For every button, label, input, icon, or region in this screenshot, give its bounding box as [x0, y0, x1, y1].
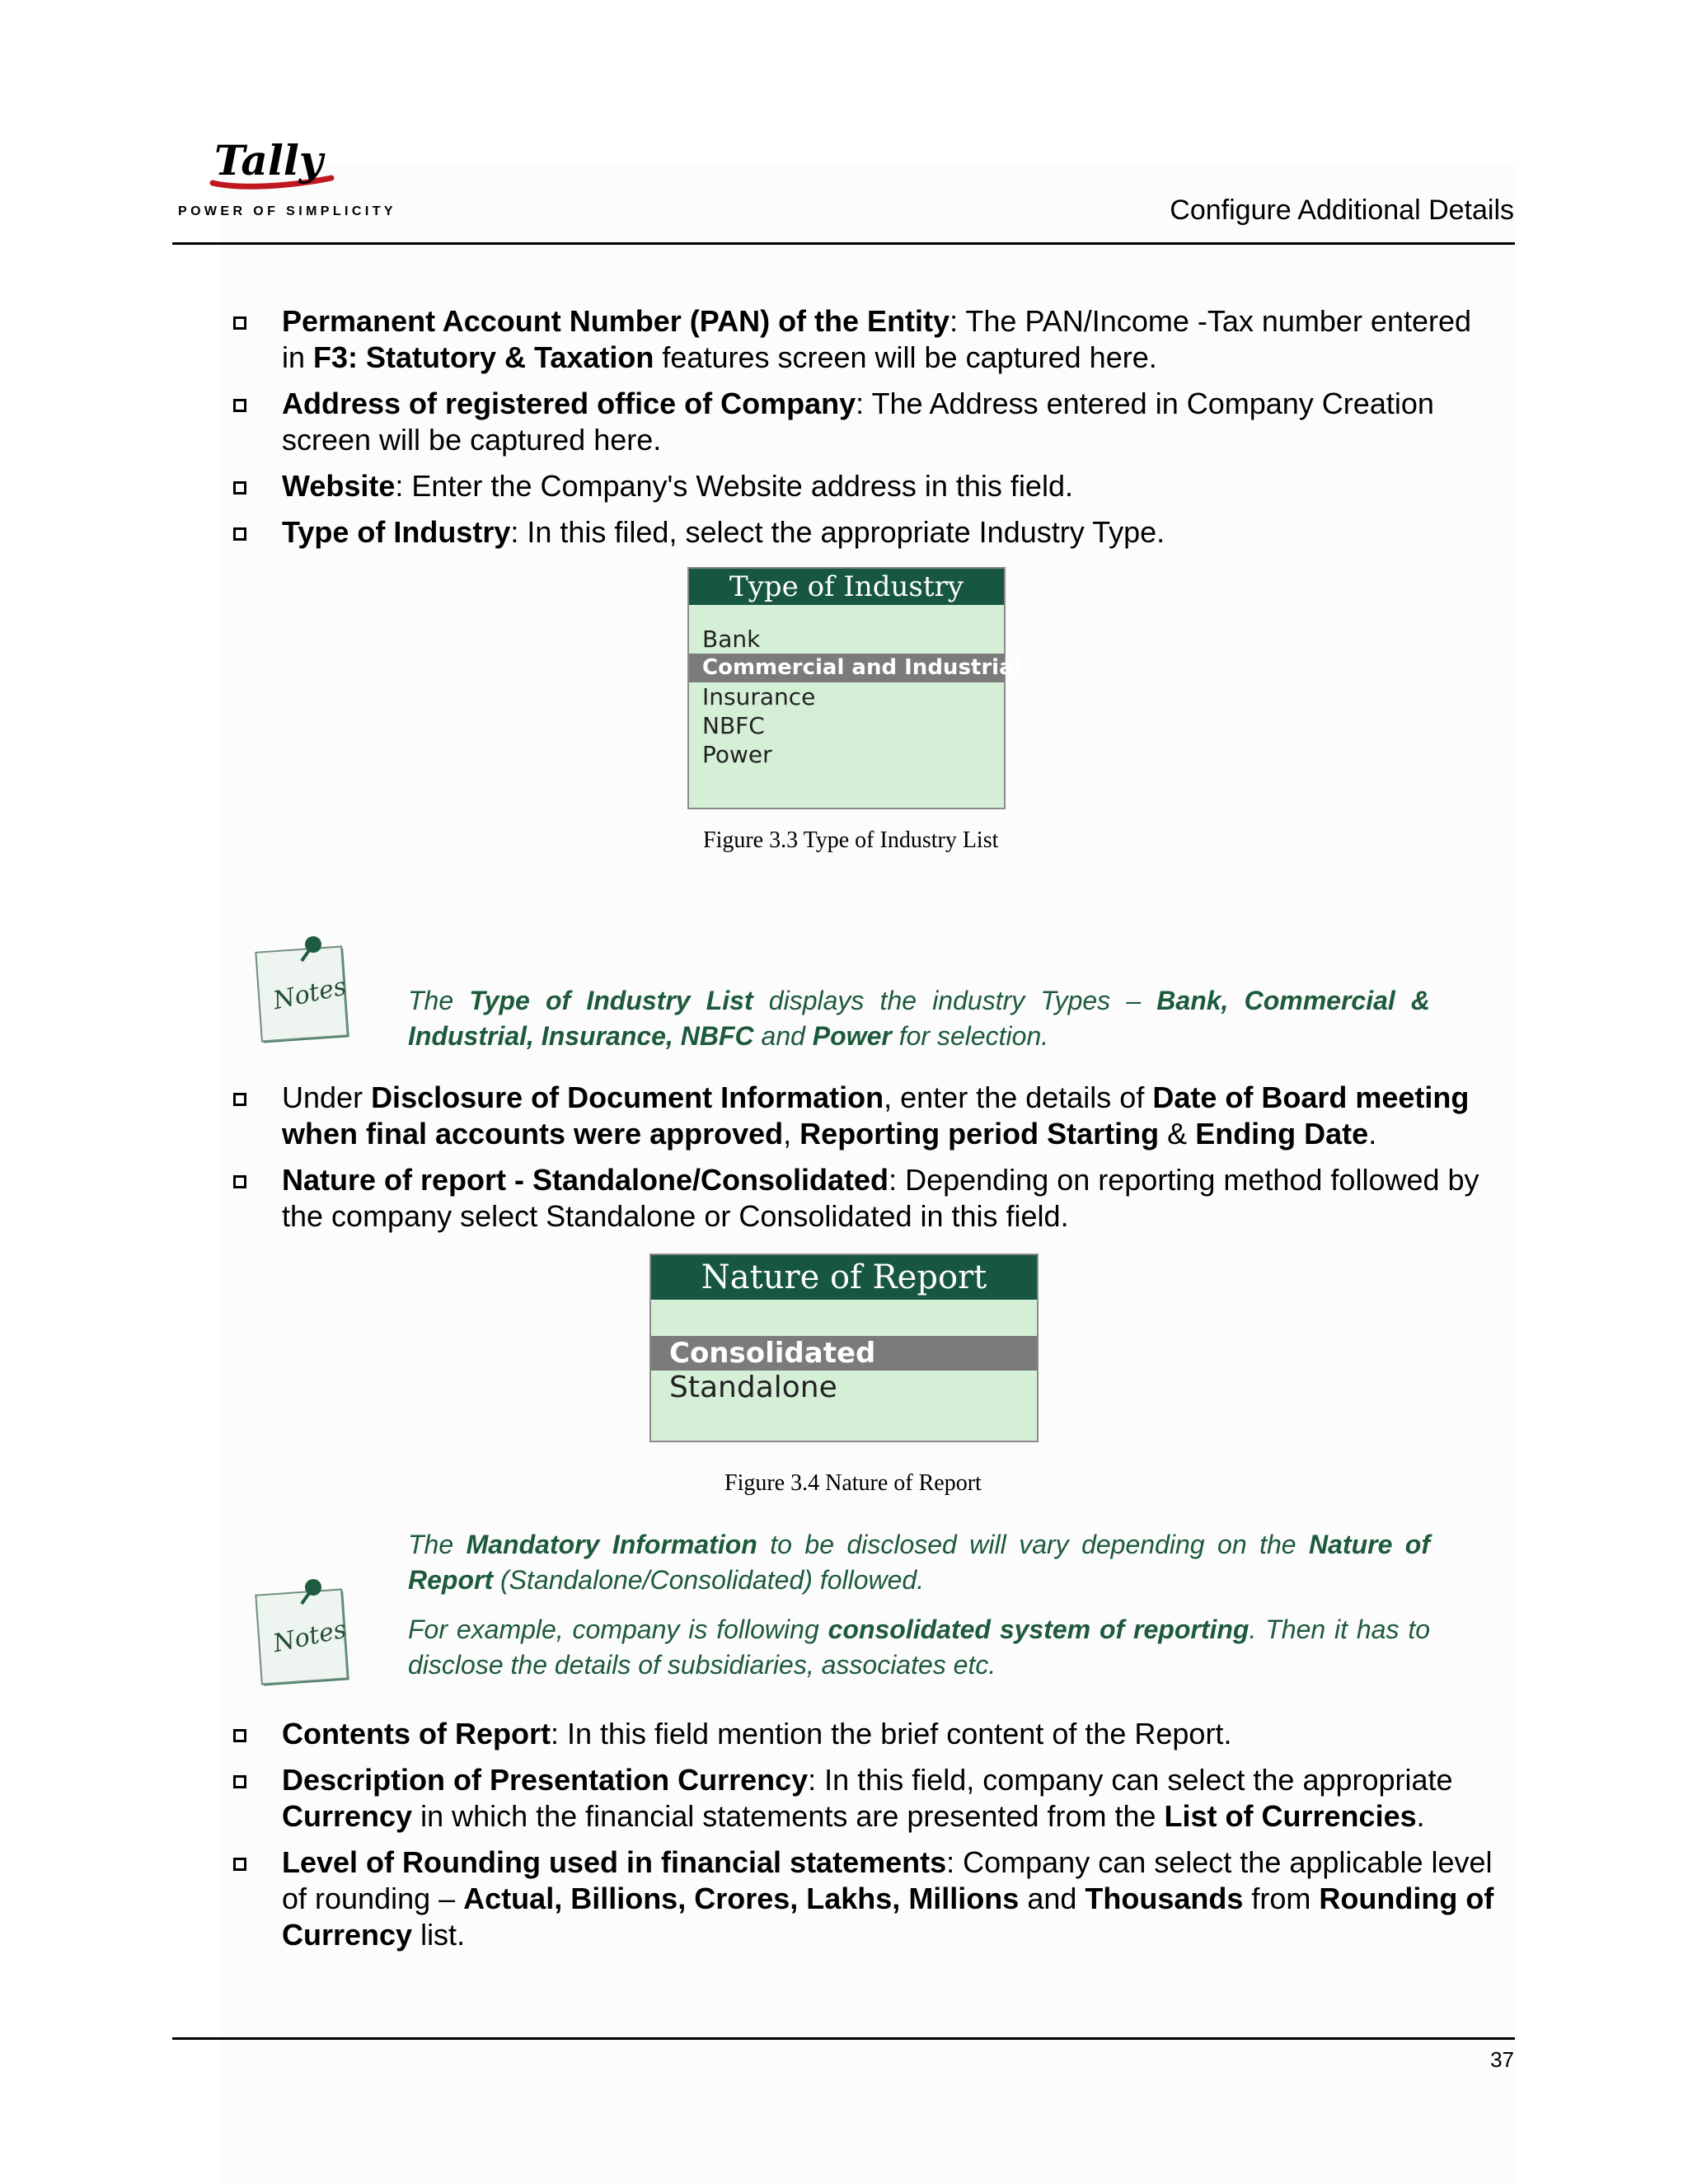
bullet-icon — [233, 316, 246, 330]
industry-option-power[interactable]: Power — [702, 741, 772, 768]
svg-text:Notes: Notes — [270, 972, 349, 1016]
tally-logo — [173, 132, 396, 223]
industry-option-nbfc[interactable]: NBFC — [702, 712, 765, 739]
list-item: Contents of Report: In this field mention the brief content of the Report. — [231, 1716, 1500, 1752]
list-item: Nature of report - Standalone/Consolidated: Depending on reporting method followed by the company select Standalone or Consolidated in this field. — [231, 1162, 1500, 1235]
footer-rule — [172, 2037, 1515, 2040]
list-item: Level of Rounding used in financial statements: Company can select the applicable level of rounding – Actual, Billions, Crores, Lakhs, Millions and Thousands from Rounding of Currency list. — [231, 1844, 1500, 1953]
industry-option-insurance[interactable]: Insurance — [702, 683, 816, 710]
bullet-icon — [233, 1175, 246, 1188]
section-title: Configure Additional Details — [1170, 194, 1514, 226]
header-rule — [172, 242, 1515, 245]
bullet-icon — [233, 1775, 246, 1788]
bullet-icon — [233, 481, 246, 494]
bullet-icon — [233, 1093, 246, 1106]
logo-tagline: POWER OF SIMPLICITY — [178, 204, 396, 218]
figure-caption: Figure 3.4 Nature of Report — [724, 1470, 982, 1496]
list-item: Description of Presentation Currency: In this field, company can select the appropriate Currency in which the financial statements are presented from the List of Currencies. — [231, 1762, 1500, 1835]
list-item: Under Disclosure of Document Information, enter the details of Date of Board meeting when final accounts were approved, Reporting period Starting & Ending Date. — [231, 1080, 1500, 1152]
bullet-icon — [233, 399, 246, 412]
tally-logo-icon — [208, 135, 340, 201]
bullet-icon — [233, 527, 246, 541]
bullet-icon — [233, 1729, 246, 1742]
list-item: Type of Industry: In this filed, select the appropriate Industry Type. — [231, 514, 1500, 551]
bullet-list-top — [231, 303, 1500, 560]
nature-of-report-list — [649, 1254, 1039, 1442]
report-list-title: Nature of Report — [651, 1255, 1037, 1300]
industry-option-commercial-and-industrial[interactable]: Commercial and Industrial — [689, 654, 1004, 682]
page-number: 37 — [1490, 2047, 1514, 2072]
report-option-consolidated[interactable]: Consolidated — [651, 1336, 1037, 1371]
bullet-icon — [233, 1858, 246, 1871]
report-option-standalone[interactable]: Standalone — [669, 1371, 837, 1404]
industry-type-list — [687, 567, 1021, 809]
industry-list-title: Type of Industry — [689, 569, 1004, 605]
svg-text:Notes: Notes — [270, 1615, 349, 1659]
notes-icon — [254, 933, 353, 1048]
bullet-list-bottom — [231, 1716, 1500, 1963]
note-text: The Mandatory Information to be disclosed will vary depending on the Nature of Report (Standalone/Consolidated) followed. For example, company is following consolidated system of reporting. Then it has to disclose the details of subsidiaries, associates etc. — [408, 1530, 1431, 1680]
industry-option-bank[interactable]: Bank — [702, 626, 761, 653]
bullet-list-middle — [231, 1080, 1500, 1244]
note-text: The Type of Industry List displays the industry Types – Bank, Commercial & Industrial, Insurance, NBFC and Power for selection. — [408, 986, 1431, 1051]
list-item: Address of registered office of Company: The Address entered in Company Creation screen will be captured here. — [231, 386, 1500, 458]
notes-icon — [254, 1576, 353, 1691]
logo-wordmark: Tally — [214, 136, 323, 185]
figure-caption: Figure 3.3 Type of Industry List — [703, 827, 999, 853]
list-item: Permanent Account Number (PAN) of the Entity: The PAN/Income -Tax number entered in F3: Statutory & Taxation features screen will be captured here. — [231, 303, 1500, 376]
list-item: Website: Enter the Company's Website address in this field. — [231, 468, 1500, 504]
